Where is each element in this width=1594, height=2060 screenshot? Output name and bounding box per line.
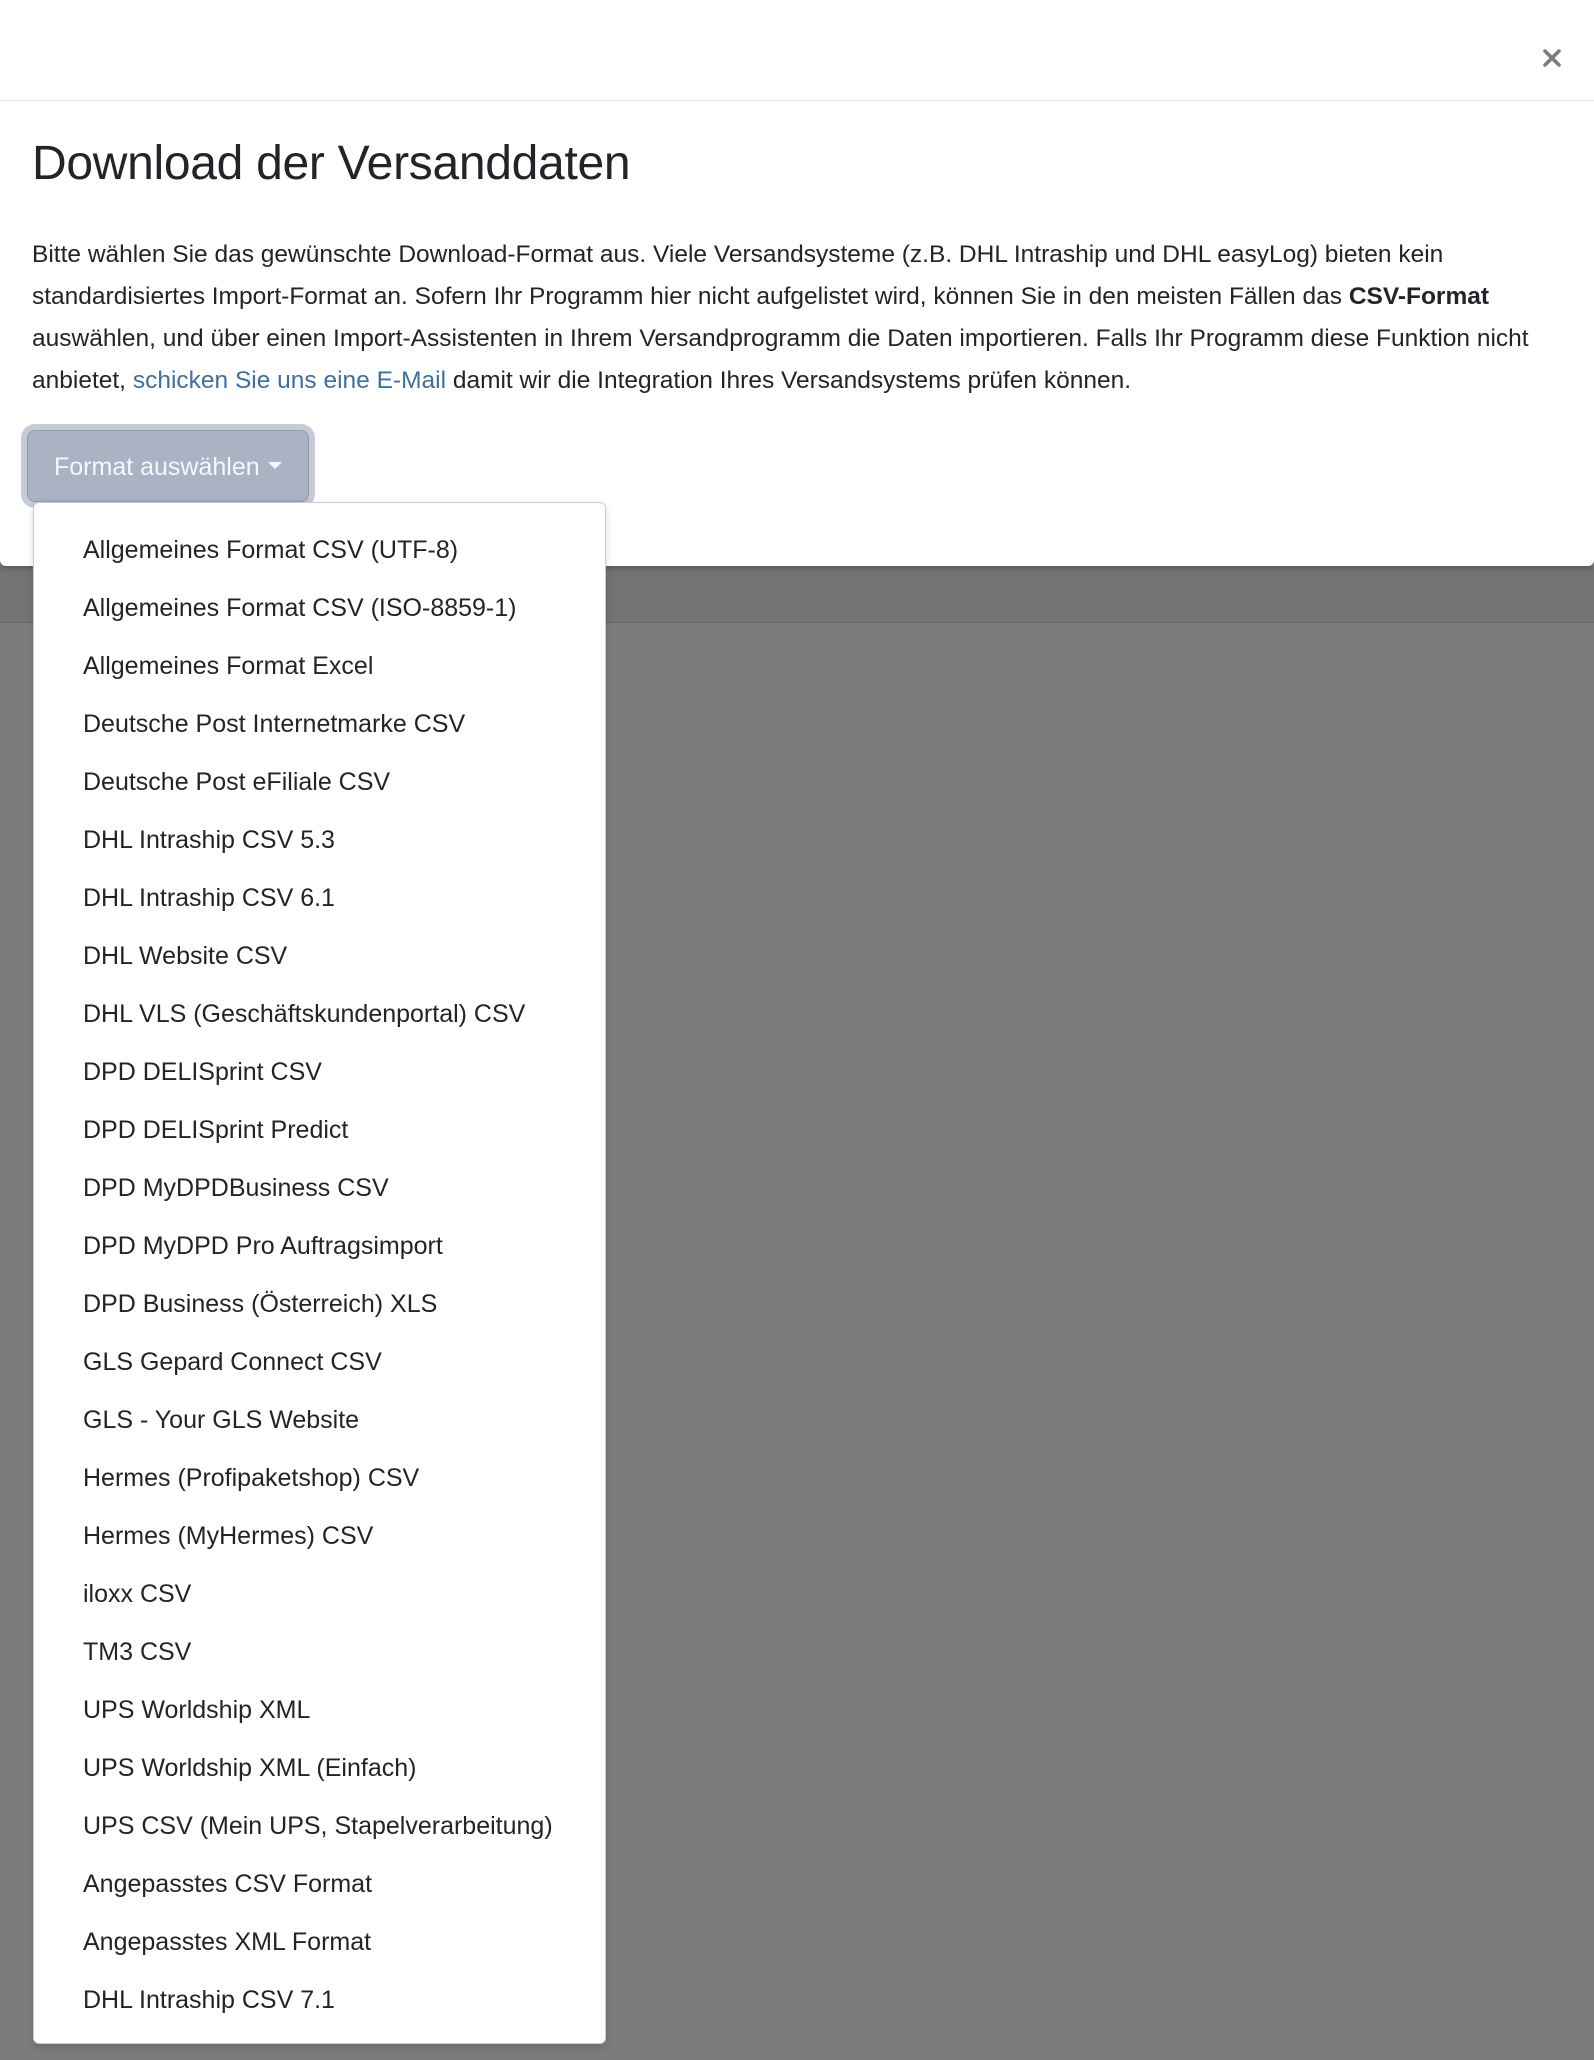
dropdown-item[interactable]: Allgemeines Format CSV (UTF-8) bbox=[83, 536, 459, 564]
close-icon bbox=[1542, 48, 1562, 68]
dropdown-item[interactable]: DHL VLS (Geschäftskundenportal) CSV bbox=[83, 1000, 526, 1028]
dropdown-item[interactable]: Hermes (Profipaketshop) CSV bbox=[83, 1464, 420, 1492]
close-button[interactable] bbox=[1530, 30, 1574, 74]
format-select-button[interactable] bbox=[27, 430, 309, 502]
dropdown-item[interactable]: TM3 CSV bbox=[83, 1638, 192, 1666]
dropdown-item[interactable]: DPD DELISprint Predict bbox=[83, 1116, 349, 1144]
dropdown-item[interactable]: iloxx CSV bbox=[83, 1580, 192, 1608]
dropdown-item[interactable]: UPS Worldship XML bbox=[83, 1696, 311, 1724]
modal-header bbox=[0, 0, 1594, 101]
format-select-label: Format auswählen bbox=[54, 453, 260, 481]
dropdown-item[interactable]: DPD MyDPDBusiness CSV bbox=[83, 1174, 389, 1202]
email-link[interactable]: schicken Sie uns eine E-Mail bbox=[132, 367, 447, 394]
dropdown-item[interactable]: DHL Intraship CSV 7.1 bbox=[83, 1986, 335, 2014]
caret-down-icon bbox=[268, 462, 282, 469]
dropdown-item[interactable]: DHL Intraship CSV 5.3 bbox=[83, 826, 335, 854]
dropdown-item[interactable]: Deutsche Post Internetmarke CSV bbox=[83, 710, 466, 738]
intro-csv-format-emphasis: CSV-Format bbox=[1348, 283, 1490, 310]
dropdown-item[interactable]: DHL Intraship CSV 6.1 bbox=[83, 884, 335, 912]
dropdown-item[interactable]: DPD DELISprint CSV bbox=[83, 1058, 322, 1086]
format-dropdown-menu bbox=[33, 502, 606, 2044]
dropdown-item[interactable]: Angepasstes CSV Format bbox=[83, 1870, 373, 1898]
dropdown-item[interactable]: GLS Gepard Connect CSV bbox=[83, 1348, 382, 1376]
dropdown-item[interactable]: Hermes (MyHermes) CSV bbox=[83, 1522, 374, 1550]
dropdown-item[interactable]: Allgemeines Format Excel bbox=[83, 652, 374, 680]
dropdown-item[interactable]: DPD Business (Österreich) XLS bbox=[83, 1290, 438, 1318]
dropdown-item[interactable]: Deutsche Post eFiliale CSV bbox=[83, 768, 391, 796]
dropdown-item[interactable]: Allgemeines Format CSV (ISO-8859-1) bbox=[83, 594, 517, 622]
intro-text bbox=[32, 234, 1562, 402]
intro-text-part1: Bitte wählen Sie das gewünschte Download-Format aus. Viele Versandsysteme (z.B. DHL Intraship und DHL easyLog) bieten kein standardisiertes Import-Format an. Sofern Ihr Programm hier nicht aufgelistet wird, können Sie in den meisten Fällen das bbox=[32, 241, 1444, 310]
dropdown-item[interactable]: UPS CSV (Mein UPS, Stapelverarbeitung) bbox=[83, 1812, 553, 1840]
dropdown-item[interactable]: Angepasstes XML Format bbox=[83, 1928, 372, 1956]
modal-title: Download der Versanddaten bbox=[32, 137, 631, 190]
dropdown-item[interactable]: UPS Worldship XML (Einfach) bbox=[83, 1754, 417, 1782]
intro-text-part2: auswählen, und über einen Import-Assistenten in Ihrem Versandprogramm die Daten importieren. Falls Ihr Programm diese Funktion nicht anbietet, bbox=[32, 325, 1529, 394]
dropdown-item[interactable]: DHL Website CSV bbox=[83, 942, 288, 970]
dropdown-item[interactable]: GLS - Your GLS Website bbox=[83, 1406, 360, 1434]
intro-text-part3: damit wir die Integration Ihres Versandsystems prüfen können. bbox=[446, 367, 1132, 394]
dropdown-item[interactable]: DPD MyDPD Pro Auftragsimport bbox=[83, 1232, 443, 1260]
